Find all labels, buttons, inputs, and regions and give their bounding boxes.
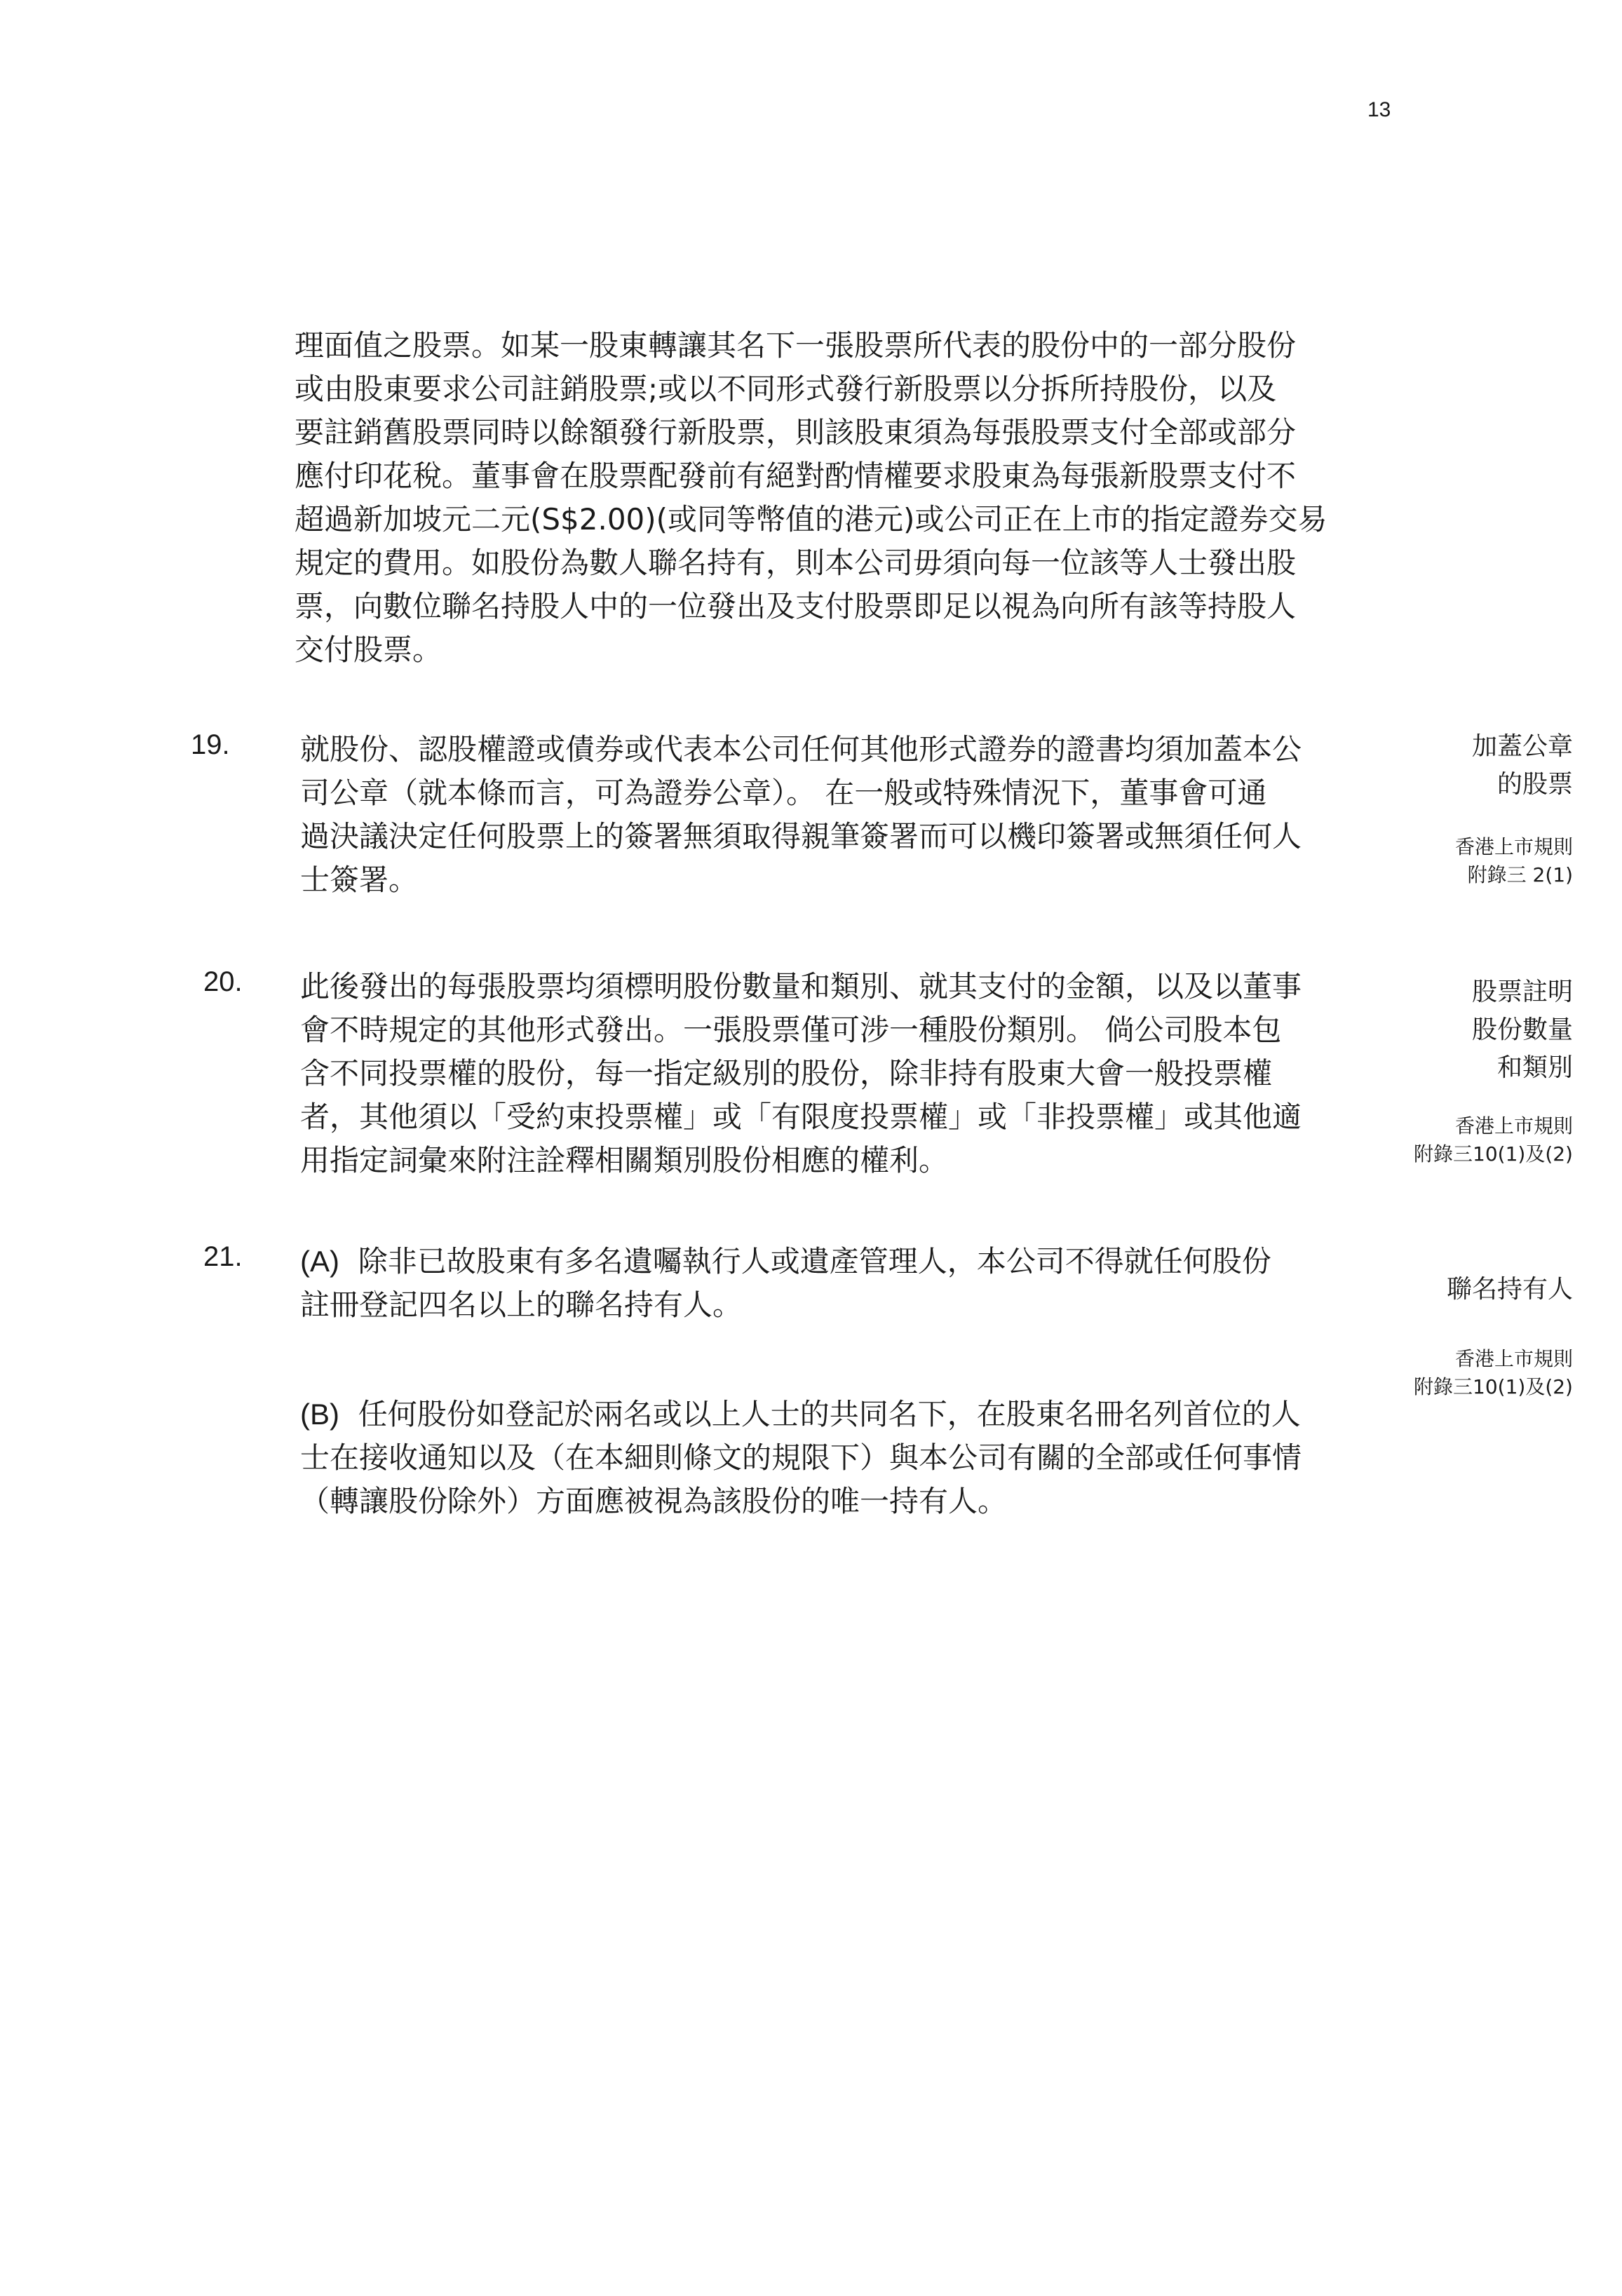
rule-ref-line: 香港上市規則 xyxy=(1454,835,1573,858)
clause-number: 20. xyxy=(203,966,243,997)
text-line xyxy=(300,1240,1271,1283)
rule-reference xyxy=(1414,1345,1573,1401)
page-number: 13 xyxy=(1367,98,1391,121)
clause-20-text xyxy=(300,965,1302,1182)
text-line: 司公章（就本條而言，可為證券公章）。 在一般或特殊情況下，董事會可通 xyxy=(300,776,1267,810)
clause-21b-text xyxy=(300,1393,1302,1523)
sub-clause-label: (A) xyxy=(300,1245,339,1278)
text-line: 者，其他須以「受約束投票權」或「有限度投票權」或「非投票權」或其他適 xyxy=(300,1100,1302,1134)
text-line: 或由股東要求公司註銷股票;或以不同形式發行新股票以分拆所持股份，以及 xyxy=(295,372,1277,406)
text-line: 要註銷舊股票同時以餘額發行新股票，則該股東須為每張股票支付全部或部分 xyxy=(295,415,1297,450)
clause-number: 19. xyxy=(191,729,230,760)
text-line: 此後發出的每張股票均須標明股份數量和類別、就其支付的金額，以及以董事 xyxy=(300,969,1302,1004)
margin-title xyxy=(1447,1271,1573,1309)
rule-reference xyxy=(1455,833,1573,889)
margin-title-line: 的股票 xyxy=(1496,770,1573,799)
text-line xyxy=(300,1393,1302,1436)
text-line: 應付印花稅。董事會在股票配發前有絕對酌情權要求股東為每張新股票支付不 xyxy=(295,459,1297,493)
text-line: 用指定詞彙來附注詮釋相關類別股份相應的權利。 xyxy=(300,1143,949,1177)
text-line: 超過新加坡元二元(S$2.00)(或同等幣值的港元)或公司正在上市的指定證券交易 xyxy=(295,502,1327,536)
sub-clause-text: 除非已故股東有多名遺囑執行人或遺產管理人，本公司不得就任何股份 xyxy=(358,1244,1271,1278)
text-line: 士在接收通知以及（在本細則條文的規限下）與本公司有關的全部或任何事情 xyxy=(300,1440,1302,1475)
margin-title-line: 股份數量 xyxy=(1471,1015,1573,1044)
sub-clause-text: 任何股份如登記於兩名或以上人士的共同名下，在股東名冊名列首位的人 xyxy=(358,1397,1301,1431)
rule-ref-line: 附錄三 2(1) xyxy=(1467,863,1573,886)
margin-title xyxy=(1472,728,1573,804)
clause-number: 21. xyxy=(203,1241,243,1272)
margin-title xyxy=(1472,973,1573,1087)
rule-ref-line: 附錄三10(1)及(2) xyxy=(1414,1375,1573,1398)
clause-21a-text xyxy=(300,1240,1271,1327)
text-line: 士簽署。 xyxy=(300,863,419,897)
clause-19-text xyxy=(300,728,1302,902)
text-line: 註冊登記四名以上的聯名持有人。 xyxy=(300,1288,743,1322)
text-line: 含不同投票權的股份，每一指定級別的股份，除非持有股東大會一般投票權 xyxy=(300,1056,1273,1090)
text-line: 過決議決定任何股票上的簽署無須取得親筆簽署而可以機印簽署或無須任何人 xyxy=(300,819,1302,853)
rule-reference xyxy=(1414,1112,1573,1168)
text-line: 就股份、認股權證或債券或代表本公司任何其他形式證券的證書均須加蓋本公 xyxy=(300,732,1302,767)
rule-ref-line: 附錄三10(1)及(2) xyxy=(1414,1142,1573,1166)
sub-clause-label: (B) xyxy=(300,1398,339,1431)
text-line: （轉讓股份除外）方面應被視為該股份的唯一持有人。 xyxy=(300,1484,1008,1518)
margin-title-line: 和類別 xyxy=(1496,1053,1573,1082)
text-line: 票，向數位聯名持股人中的一位發出及支付股票即足以視為向所有該等持股人 xyxy=(295,589,1297,623)
margin-title-line: 股票註明 xyxy=(1471,978,1573,1006)
text-line: 交付股票。 xyxy=(295,633,442,667)
margin-title-line: 加蓋公章 xyxy=(1471,732,1573,761)
text-line: 理面值之股票。如某一股東轉讓其名下一張股票所代表的股份中的一部分股份 xyxy=(295,328,1297,363)
text-line: 規定的費用。如股份為數人聯名持有，則本公司毋須向每一位該等人士發出股 xyxy=(295,546,1297,580)
rule-ref-line: 香港上市規則 xyxy=(1454,1347,1573,1370)
rule-ref-line: 香港上市規則 xyxy=(1454,1114,1573,1137)
margin-title-line: 聯名持有人 xyxy=(1446,1275,1573,1304)
text-line: 會不時規定的其他形式發出。一張股票僅可涉一種股份類別。 倘公司股本包 xyxy=(300,1013,1282,1047)
continuation-paragraph xyxy=(295,324,1327,672)
